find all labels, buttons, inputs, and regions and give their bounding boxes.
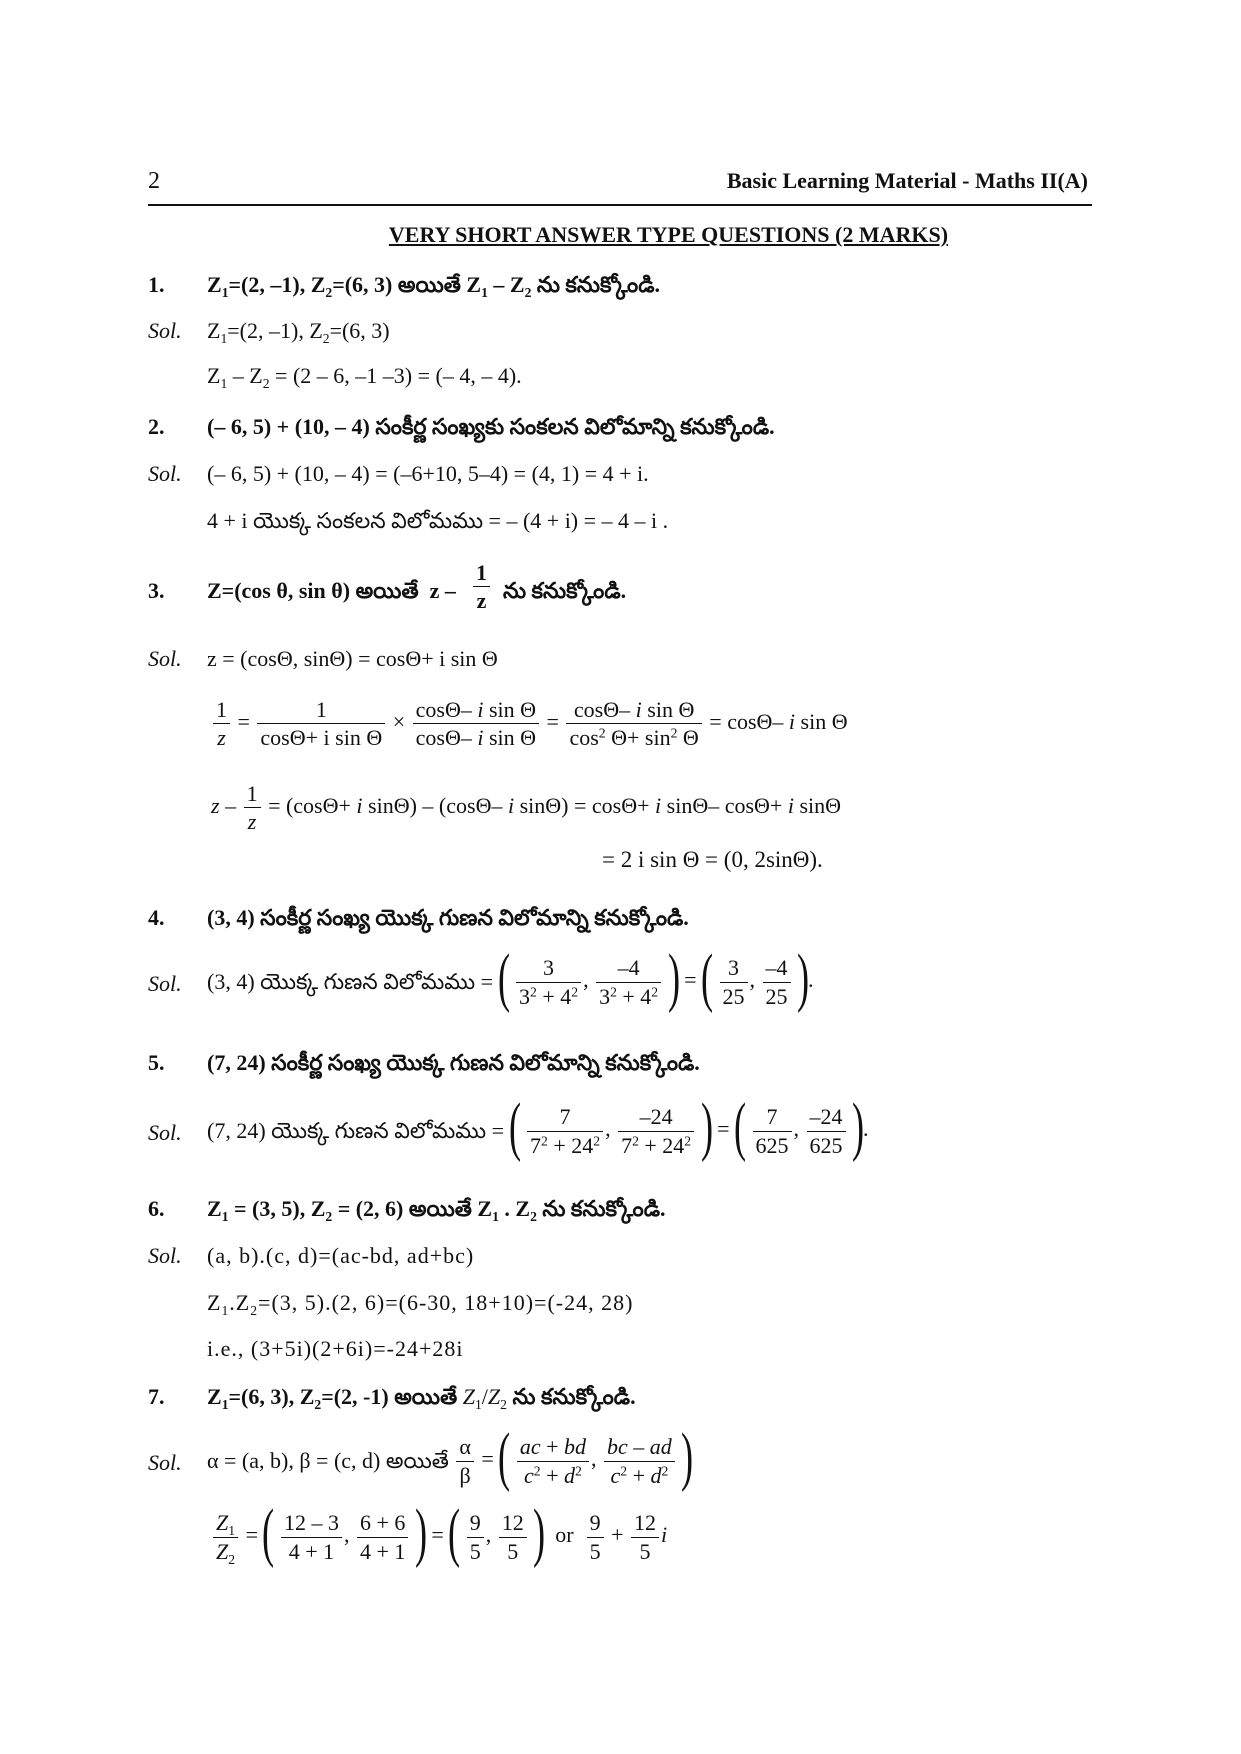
question-number: 1. (148, 272, 165, 297)
solution-3-equation-1: $\frac{1}{z}$ = $\frac{1}{\text{cosΘ+ i sin Θ}}$ × $\frac{\text{cosΘ– i sin Θ}}{\text{cosΘ– i sin Θ}}$ = $\frac{\text{cosΘ– i sin Θ}}{\cos^2 \Theta+ \sin^2 \Theta}$ = cosΘ– i sin Θ (211, 697, 848, 751)
solution-7-line-2: $\frac{Z_1}{Z_2}$ = ( $\frac{12 - 3}{4 + 1}$ , $\frac{6 + 6}{4 + 1}$ ) = ( $\frac{9}{5}$ , $\frac{12}{5}$ ) or $\frac{9}{5}$ + $\frac{12}{5}$ i (211, 1504, 667, 1570)
sol-label: Sol. (148, 318, 182, 343)
question-text: $Z_1 = (3$, 5), $Z_2 = (2$, 6) అయితే $Z_1$ . $Z_2$ ను కనుక్కోండి. (207, 1196, 666, 1224)
q3-tail: ను కనుక్కోండి. (503, 578, 627, 603)
question-text: (7, 24) సంకీర్ణ సంఖ్య యొక్క గుణన విలోమాన్ని కనుక్కోండి. (207, 1050, 700, 1075)
running-head: Basic Learning Material - Maths II(A) (726, 168, 1088, 193)
section-title: VERY SHORT ANSWER TYPE QUESTIONS (2 MARKS) (388, 222, 949, 247)
solution-3-equation-2: z – $\frac{1}{z}$ = (cosΘ+ i sinΘ) – (cosΘ– i sinΘ) = cosΘ+ i sinΘ– cosΘ+ i sinΘ (211, 781, 842, 835)
question-text: $Z_1=(2$, –1), $Z_2=(6$, 3) అయితే $Z_1 - Z_2$ ను కనుక్కోండి. (207, 272, 660, 300)
question-text: (– 6, 5) + (10, – 4) సంకీర్ణ సంఖ్యకు సంకలన విలోమాన్ని కనుక్కోండి. (207, 414, 775, 439)
question-text: Z=(cos θ, sin θ) అయితే z – (207, 578, 456, 603)
document-page: 2 Basic Learning Material - Maths II(A) VERY SHORT ANSWER TYPE QUESTIONS (2 MARKS) 1. $Z_1=(2$, –1), $Z_2=(6$, 3) అయితే $Z_1 - Z_2$ ను కనుక్కోండి. Sol. $Z_1=(2$, –1), $Z_2=(6$, 3) $Z_1 - Z_2 = (2 - 6$, –1 –3) = (– 4, – 4). 2. (– 6, 5) + (10, – 4) సంకీర్ణ సంఖ్యకు సంకలన విలోమాన్ని కనుక్కోండి. Sol. (– 6, 5) + (10, – 4) = (–6+10, 5–4) = (4, 1) = 4 + i. 4 + i యొక్క సంకలన విలోమము = – (4 + i) = – 4 – i . 3. Z=(cos θ, sin θ) అయితే z – $\frac{1}{z}$ ను కనుక్కోండి. Sol. z = (cosΘ, sinΘ) = cosΘ+ i sin Θ $\frac{1}{z}$ = $\frac{1}{\text{cosΘ+ i sin Θ}}$ × $\frac{\text{cosΘ– i sin Θ}}{\text{cosΘ– i sin Θ}}$ = $\frac{\text{cosΘ– i sin Θ}}{\cos^2 \Theta+ \sin^2 \Theta}$ = cosΘ– i sin Θ z – $\frac{1}{z}$ = (cosΘ+ i sinΘ) – (cosΘ– i sinΘ) = cosΘ+ i sinΘ– cosΘ+ i sinΘ = 2 i sin Θ = (0, 2sinΘ). 4. (3, 4) సంకీర్ణ సంఖ్య యొక్క గుణన విలోమాన్ని కనుక్కోండి. Sol. (3, 4) యొక్క గుణన విలోమము = ( $\frac{3}{3^2 + 4^2}$ , $\frac{-4}{3^2 + 4^2}$ ) = ( $\frac{3}{25}$ , $\frac{-4}{25}$ ). 5. (7, 24) సంకీర్ణ సంఖ్య యొక్క గుణన విలోమాన్ని కనుక్కోండి. Sol. (7, 24) యొక్క గుణన విలోమము = ( $\frac{7}{7^2 + 24^2}$ , $\frac{-24}{7^2 + 24^2}$ ) = ( $\frac{7}{625}$ , $\frac{-24}{625}$ ). 6. $Z_1 = (3$, 5), $Z_2 = (2$, 6) అయితే $Z_1$ . $Z_2$ ను కనుక్కోండి. Sol. (a, b).(c, d)=(ac-bd, ad+bc) $Z_1.Z_2=(3$, 5).(2, 6)=(6-30, 18+10)=(-24, 28) i.e., (3+5i)(2+6i)=-24+28i 7. $Z_1=(6$, 3), $Z_2=(2$, -1) అయితే $Z_1/Z_2$ ను కనుక్కోండి. Sol. α = (a, b), β = (c, d) అయితే $\frac{\alpha}{\beta}$ = ( $\frac{ac + bd}{c^2 + d^2}$ , $\frac{bc - ad}{c^2 + d^2}$ ) $\frac{Z_1}{Z_2}$ = ( $\frac{12 - 3}{4 + 1}$ , $\frac{6 + 6}{4 + 1}$ ) = ( $\frac{9}{5}$ , $\frac{12}{5}$ ) or $\frac{9}{5}$ + $\frac{12}{5}$ i (0, 0, 1241, 1754)
q3-fraction: $\frac{1}{z}$ (471, 560, 492, 614)
page-number: 2 (148, 168, 160, 194)
question-text: (3, 4) సంకీర్ణ సంఖ్య యొక్క గుణన విలోమాన్ని కనుక్కోండి. (207, 905, 689, 930)
page-header (148, 168, 1092, 206)
question-text: $Z_1=(6$, 3), $Z_2=(2$, -1) అయితే $Z_1/Z_2$ ను కనుక్కోండి. (207, 1384, 636, 1412)
solution-3-result: = 2 i sin Θ = (0, 2sinΘ). (602, 847, 823, 872)
